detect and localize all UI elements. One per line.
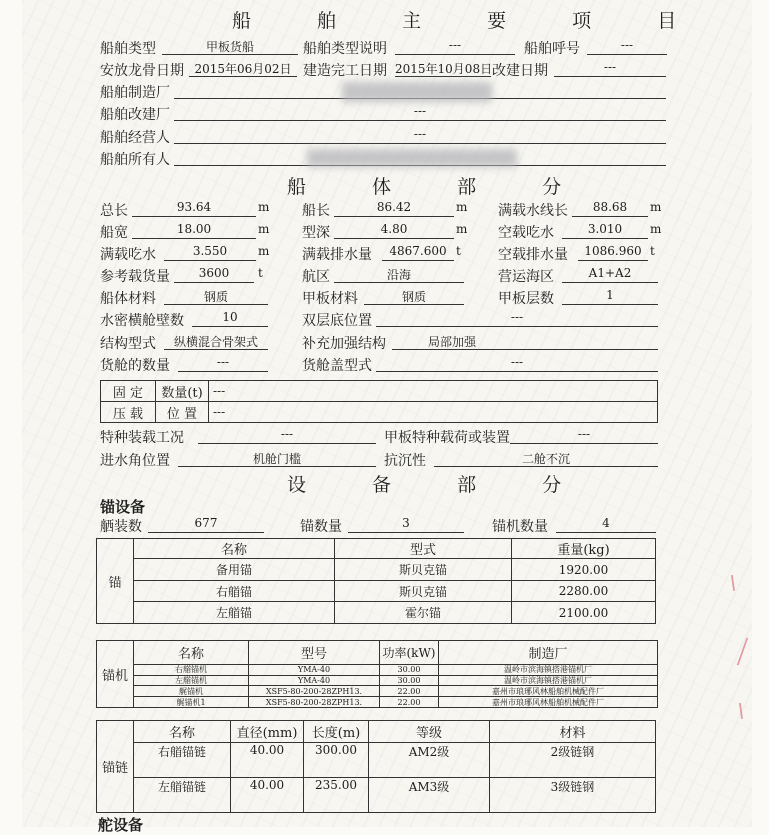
sink-value: 二舱不沉 (521, 452, 570, 466)
table-row-cell: 2级链钢 (490, 743, 656, 778)
rudder-section-title: 舵设备 (98, 816, 144, 834)
ballast-pos-label: 位 置 (156, 402, 209, 423)
anchor-th-name: 名称 (134, 539, 335, 559)
equip-title: 设 备 部 分 (287, 474, 592, 496)
full-draft-label: 满载吃水 (100, 247, 156, 263)
table-row-cell: 30.00 (380, 664, 439, 675)
unit-m: m (650, 222, 662, 236)
area-value: 沿海 (386, 268, 411, 282)
windlass-th-maker: 制造厂 (439, 641, 658, 665)
table-row-cell: 艉锚机 (134, 686, 249, 697)
table-row-cell: 右艏锚 (134, 580, 335, 602)
decks-value: 1 (606, 288, 614, 302)
flood-label: 进水角位置 (100, 453, 170, 469)
stamp-mark: ǀ (728, 571, 739, 598)
hatch-label: 货舱盖型式 (302, 358, 372, 374)
unit-m: m (258, 200, 270, 214)
structure-value: 纵横混合骨架式 (173, 335, 258, 349)
deck-load-label: 甲板特种载荷或装置 (384, 430, 510, 446)
table-row-cell: 左艏锚链 (134, 778, 231, 813)
table-row-cell: 30.00 (380, 675, 439, 686)
built-date-value: 2015年10月08日 (395, 62, 493, 76)
table-row-cell: 22.00 (380, 697, 439, 708)
table-row-cell: AM2级 (369, 743, 490, 778)
table-row-cell: 温岭市滨海镇搭港锚机厂 (439, 664, 658, 675)
table-row-cell: AM3级 (369, 778, 490, 813)
ballast-qty-label: 数量(t) (156, 381, 209, 402)
ship-type-label: 船舶类型 (100, 41, 156, 57)
double-bottom-label: 双层底位置 (302, 313, 372, 329)
ship-type-desc-label: 船舶类型说明 (303, 41, 387, 57)
loa-value: 93.64 (176, 200, 212, 214)
length-label: 船长 (302, 203, 330, 219)
built-date-label: 建造完工日期 (303, 63, 387, 79)
ballast-qty-value: --- (209, 381, 658, 402)
table-row-cell: 40.00 (231, 743, 304, 778)
anchor-count-label: 锚数量 (300, 519, 342, 535)
beam-label: 船宽 (100, 225, 128, 241)
ballast-label-b: 压 载 (101, 402, 156, 423)
windlass-th-name: 名称 (134, 641, 249, 665)
chain-table-side: 锚链 (97, 721, 134, 813)
hull-title: 船 体 部 分 (287, 176, 592, 198)
equip-num-value: 677 (194, 516, 218, 530)
special-label: 特种装载工况 (100, 430, 184, 446)
keel-date-value: 2015年06月02日 (194, 62, 292, 76)
full-disp-label: 满载排水量 (302, 247, 372, 263)
hull-mat-label: 船体材料 (100, 291, 156, 307)
table-row-cell: 40.00 (231, 778, 304, 813)
ship-type-value: 甲板货船 (205, 40, 254, 54)
unit-t: t (650, 244, 655, 258)
operator-value: --- (413, 127, 427, 141)
fl-value: 88.68 (592, 200, 628, 214)
full-disp-value: 4867.600 (389, 244, 447, 258)
table-row-cell: 右艏锚机 (134, 664, 249, 675)
decks-label: 甲板层数 (498, 291, 554, 307)
chain-th-dia: 直径(mm) (231, 721, 304, 743)
table-row-cell: 嘉州市琅琊风林船舶机械配件厂 (439, 697, 658, 708)
stamp-mark: ǀ (736, 699, 747, 726)
table-row-cell: YMA-40 (249, 664, 380, 675)
cargo-value: 3600 (198, 266, 230, 280)
table-row-cell: 左艏锚 (134, 602, 335, 624)
ballast-table (100, 380, 658, 423)
table-row-cell: 2280.00 (512, 580, 656, 602)
unit-m: m (258, 244, 270, 258)
full-draft-value: 3.550 (192, 244, 228, 258)
table-row-cell: 斯贝克锚 (335, 559, 512, 581)
sink-label: 抗沉性 (384, 453, 426, 469)
certificate-page (22, 0, 752, 834)
structure-label: 结构型式 (100, 336, 156, 352)
chain-table (96, 720, 656, 813)
table-row-cell: 右艏锚链 (134, 743, 231, 778)
unit-m: m (456, 200, 468, 214)
chain-th-grade: 等级 (369, 721, 490, 743)
op-area-value: A1+A2 (588, 266, 632, 280)
keel-date-label: 安放龙骨日期 (100, 63, 184, 79)
reinforce-label: 补充加强结构 (302, 336, 386, 352)
light-draft-value: 3.010 (587, 222, 623, 236)
unit-m: m (650, 200, 662, 214)
table-row-cell: XSF5-80-200-28ZPH13. (249, 686, 380, 697)
table-row-cell: 温岭市滨海镇搭港锚机厂 (439, 675, 658, 686)
ship-type-desc-value: --- (448, 38, 462, 52)
builder-label: 船舶制造厂 (100, 85, 170, 101)
beam-value: 18.00 (176, 222, 212, 236)
table-row-cell: 嘉州市琅琊风林船舶机械配件厂 (439, 686, 658, 697)
anchor-th-weight: 重量(kg) (512, 539, 656, 559)
unit-t: t (456, 244, 461, 258)
redacted-builder (342, 82, 492, 102)
hull-mat-value: 钢质 (203, 290, 228, 304)
rebuild-date-value: --- (603, 60, 617, 74)
table-row-cell: 22.00 (380, 686, 439, 697)
owner-label: 船舶所有人 (100, 152, 170, 168)
unit-t: t (258, 266, 263, 280)
redacted-owner (307, 149, 517, 167)
windlass-count-label: 锚机数量 (492, 519, 548, 535)
double-bottom-value: --- (510, 310, 524, 324)
table-row-cell: 300.00 (304, 743, 369, 778)
windlass-table-side: 锚机 (97, 641, 134, 708)
special-value: --- (280, 427, 294, 441)
unit-m: m (258, 222, 270, 236)
anchor-section-title: 锚设备 (100, 498, 146, 516)
table-row-cell: 1920.00 (512, 559, 656, 581)
light-disp-label: 空载排水量 (498, 247, 568, 263)
ballast-label-a: 固 定 (101, 381, 156, 402)
table-row-cell: 2100.00 (512, 602, 656, 624)
table-row-cell: 235.00 (304, 778, 369, 813)
flood-value: 机舱门槛 (252, 452, 301, 466)
deck-mat-label: 甲板材料 (302, 291, 358, 307)
holds-label: 货舱的数量 (100, 358, 170, 374)
area-label: 航区 (302, 269, 330, 285)
holds-value: --- (216, 355, 230, 369)
bulkheads-label: 水密横舱壁数 (100, 313, 184, 329)
rebuilder-value: --- (413, 104, 427, 118)
table-row-cell: 左艏锚机 (134, 675, 249, 686)
anchor-count-value: 3 (402, 516, 410, 530)
callsign-value: --- (620, 38, 634, 52)
depth-label: 型深 (302, 225, 330, 241)
bulkheads-value: 10 (222, 310, 238, 324)
light-disp-value: 1086.960 (584, 244, 642, 258)
equip-num-label: 舾装数 (100, 519, 142, 535)
length-value: 86.42 (376, 200, 412, 214)
fl-label: 满载水线长 (498, 203, 568, 219)
stamp-mark: ╱ (734, 639, 751, 666)
operator-label: 船舶经营人 (100, 130, 170, 146)
windlass-count-value: 4 (602, 516, 610, 530)
table-row-cell: 备用锚 (134, 559, 335, 581)
op-area-label: 营运海区 (498, 269, 554, 285)
deck-load-value: --- (577, 427, 591, 441)
light-draft-label: 空载吃水 (498, 225, 554, 241)
table-row-cell: YMA-40 (249, 675, 380, 686)
cargo-label: 参考载货量 (100, 269, 170, 285)
anchor-table (96, 538, 656, 624)
callsign-label: 船舶呼号 (524, 41, 580, 57)
table-row-cell: XSF5-80-200-28ZPH13. (249, 697, 380, 708)
table-row-cell: 霍尔锚 (335, 602, 512, 624)
anchor-th-type: 型式 (335, 539, 512, 559)
windlass-table (96, 640, 658, 708)
table-row-cell: 斯贝克锚 (335, 580, 512, 602)
unit-m: m (456, 222, 468, 236)
rebuilder-label: 船舶改建厂 (100, 107, 170, 123)
deck-mat-value: 钢质 (401, 290, 426, 304)
anchor-table-side: 锚 (97, 539, 134, 624)
loa-label: 总长 (100, 203, 128, 219)
chain-th-len: 长度(m) (304, 721, 369, 743)
ballast-pos-value: --- (209, 402, 658, 423)
chain-th-mat: 材料 (490, 721, 656, 743)
main-title: 船 舶 主 要 项 目 (232, 10, 707, 32)
windlass-th-model: 型号 (249, 641, 380, 665)
table-row-cell: 艉锚机1 (134, 697, 249, 708)
depth-value: 4.80 (380, 222, 408, 236)
table-row-cell: 3级链钢 (490, 778, 656, 813)
chain-th-name: 名称 (134, 721, 231, 743)
windlass-th-power: 功率(kW) (380, 641, 439, 665)
reinforce-value: 局部加强 (427, 335, 476, 349)
hatch-value: --- (510, 355, 524, 369)
rebuild-date-label: 改建日期 (492, 63, 548, 79)
